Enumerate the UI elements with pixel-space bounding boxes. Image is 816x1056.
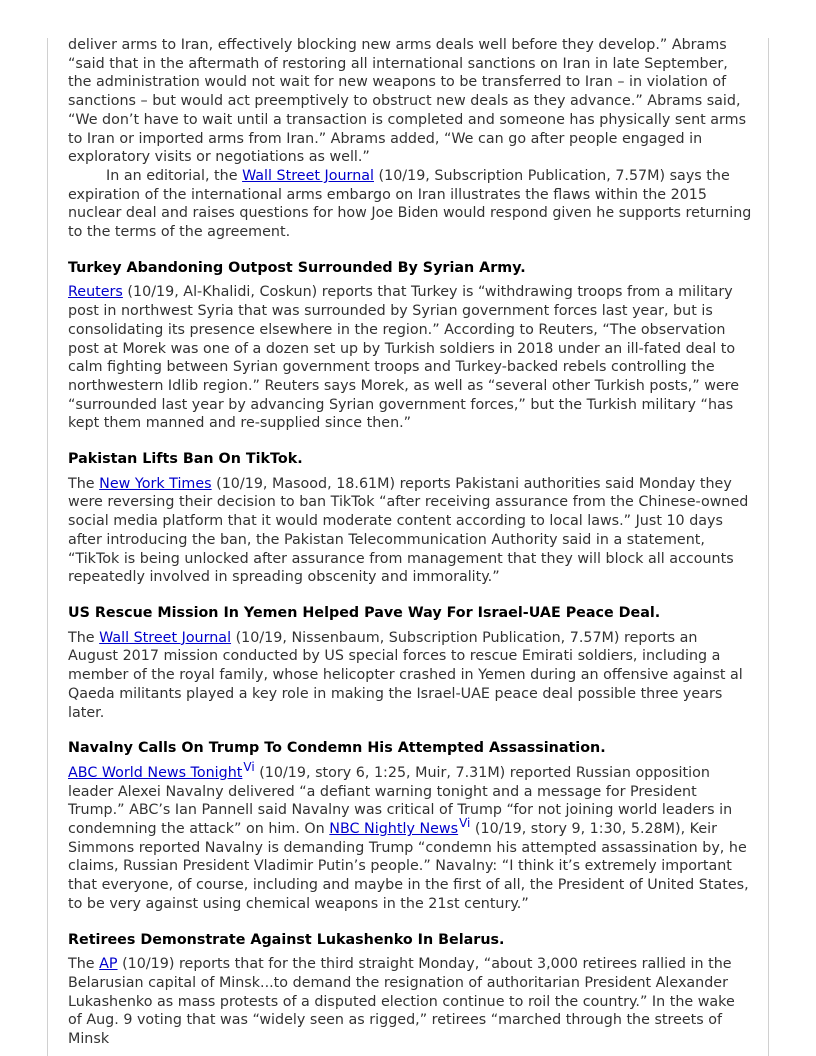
headline-pakistan: Pakistan Lifts Ban On TikTok. bbox=[68, 451, 303, 468]
headline-belarus: Retirees Demonstrate Against Lukashenko In Belarus. bbox=[68, 931, 505, 948]
wsj-link[interactable]: Wall Street Journal bbox=[99, 629, 232, 646]
reuters-link[interactable]: Reuters bbox=[68, 284, 123, 301]
headline-navalny: Navalny Calls On Trump To Condemn His Attempted Assassination. bbox=[68, 740, 606, 757]
wsj-editorial-link[interactable]: Wall Street Journal bbox=[242, 167, 374, 184]
right-margin-rule bbox=[768, 38, 769, 1056]
newsletter-body bbox=[68, 36, 752, 1049]
article-belarus-body: The AP (10/19) reports that for the third straight Monday, “about 3,000 retirees rallied in the Belarusian capital of Minsk...to demand the resignation of authoritarian President Alexander Lukashenko as mass protests of a disputed election continue to roil the country.” In the wake of Aug. 9 voting that was “widely seen as rigged,” retirees “marched through the streets of Minsk bbox=[68, 956, 735, 1048]
article-navalny-body: ABC World News Tonight$^{Vi}$ (10/19, story 6, 1:25, Muir, 7.31M) reported Russian opposition leader Alexei Navalny delivered “a defiant warning tonight and a message for President Trump.” ABC’s Ian Pannell said Navalny was critical of Trump “for not joining world leaders in condemning the attack” on him. On NBC Nightly News$^{Vi}$ (10/19, story 9, 1:30, 5.28M), Keir Simmons reported Navalny is demanding Trump “condemn his attempted assassination by, he claims, Russian President Vladimir Putin’s people.” Navalny: “I think it’s extremely important that everyone, of course, including and maybe in the first of all, the President of United States, to be very against using chemical weapons in the 21st century.” bbox=[68, 759, 749, 912]
ap-link[interactable]: AP bbox=[99, 956, 118, 973]
video-marker-icon[interactable]: Vi bbox=[459, 816, 471, 831]
intro-paragraph-1: deliver arms to Iran, effectively blocking new arms deals well before they develop.” Abrams “said that in the aftermath of restoring all international sanctions on Iran in late September, the administration would not wait for new weapons to be transferred to Iran – in violation of sanctions – but would act preemptively to obstruct new deals as they advance.” Abrams said, “We don’t have to wait until a transaction is completed and someone has physically sent arms to Iran or imported arms from Iran.” Abrams added, “We can go after people engaged in exploratory visits or negotiations as well.” bbox=[68, 37, 747, 166]
left-margin-rule bbox=[47, 38, 48, 1056]
nbc-nightly-news-link[interactable]: NBC Nightly News bbox=[329, 821, 459, 838]
article-yemen-body: The Wall Street Journal (10/19, Nissenbaum, Subscription Publication, 7.57M) reports an August 2017 mission conducted by US special forces to rescue Emirati soldiers, including a member of the royal family, whose helicopter crashed in Yemen during an offensive against al Qaeda militants played a key role in making the Israel-UAE peace deal possible three years later. bbox=[68, 629, 743, 721]
headline-yemen: US Rescue Mission In Yemen Helped Pave Way For Israel-UAE Peace Deal. bbox=[68, 604, 661, 621]
video-marker-icon[interactable]: Vi bbox=[243, 759, 255, 774]
article-turkey-body: Reuters (10/19, Al-Khalidi, Coskun) reports that Turkey is “withdrawing troops from a military post in northwest Syria that was surrounded by Syrian government forces last year, but is consolidating its presence elsewhere in the region.” According to Reuters, “The observation post at Morek was one of a dozen set up by Turkish soldiers in 2018 under an ill-fated deal to calm fighting between Syrian government troops and Turkey-backed rebels controlling the northwestern Idlib region.” Reuters says Morek, as well as “several other Turkish posts,” were “surrounded last year by advancing Syrian government forces,” but the Turkish military “has kept them manned and re-supplied since then.” bbox=[68, 284, 740, 432]
nyt-link[interactable]: New York Times bbox=[99, 475, 212, 492]
headline-turkey: Turkey Abandoning Outpost Surrounded By Syrian Army. bbox=[68, 259, 526, 276]
intro-paragraph-2: In an editorial, the Wall Street Journal (10/19, Subscription Publication, 7.57M) says the expiration of the international arms embargo on Iran illustrates the flaws within the 2015 nuclear deal and raises questions for how Joe Biden would respond given he supports returning to the terms of the agreement. bbox=[68, 167, 752, 241]
article-pakistan-body: The New York Times (10/19, Masood, 18.61M) reports Pakistani authorities said Monday they were reversing their decision to ban TikTok “after receiving assurance from the Chinese-owned social media platform that it would moderate content according to local laws.” Just 10 days after introducing the ban, the Pakistan Telecommunication Authority said in a statement, “TikTok is being unlocked after assurance from management that they will block all accounts repeatedly involved in spreading obscenity and immorality.” bbox=[68, 475, 749, 586]
abc-world-news-link[interactable]: ABC World News Tonight bbox=[68, 764, 243, 781]
